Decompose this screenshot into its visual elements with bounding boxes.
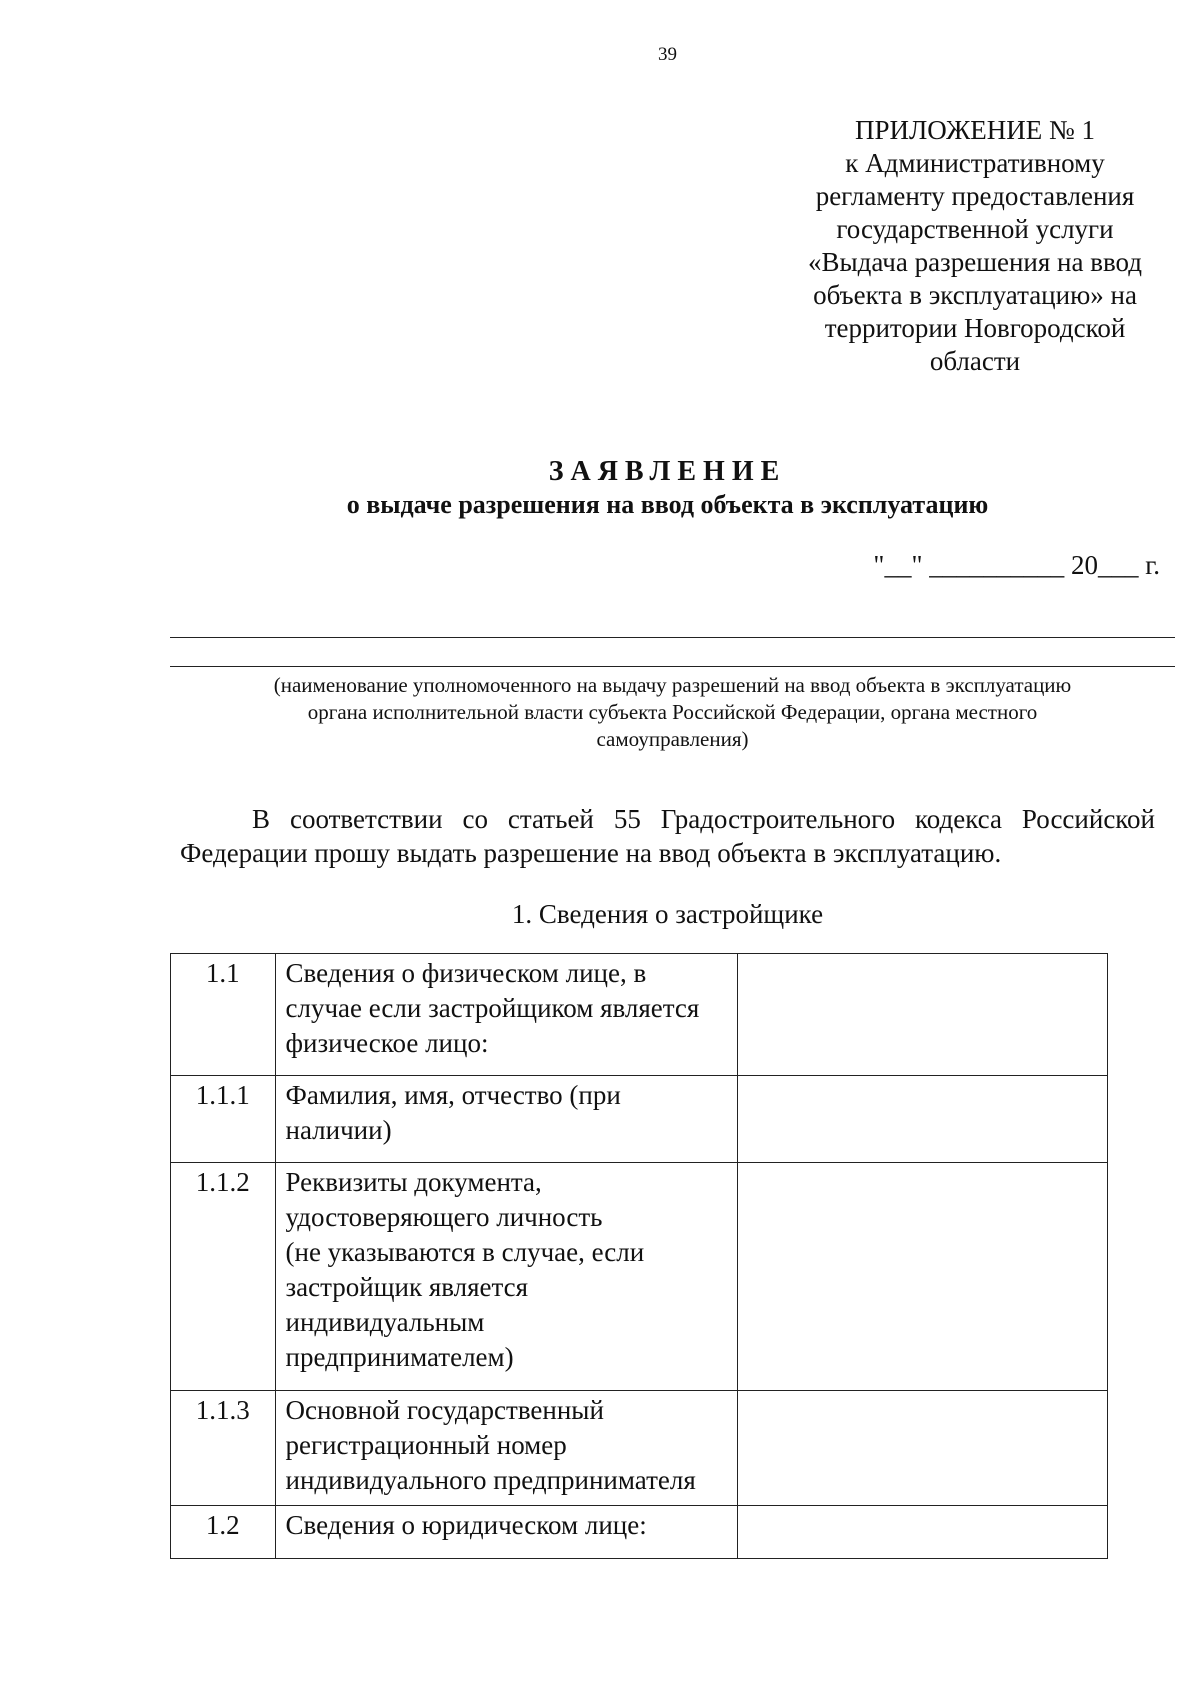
row-number: 1.1	[171, 954, 276, 1076]
description-line: индивидуальным	[285, 1307, 485, 1337]
row-value-cell[interactable]	[737, 1506, 1107, 1559]
row-description	[275, 1163, 737, 1391]
page-number: 39	[658, 44, 677, 65]
row-number: 1.2	[171, 1506, 276, 1559]
row-value-cell[interactable]	[737, 954, 1107, 1076]
table-row	[171, 1076, 1108, 1163]
row-description	[275, 1076, 737, 1163]
row-description	[275, 1391, 737, 1506]
caption-line: самоуправления)	[596, 727, 749, 751]
row-value-cell[interactable]	[737, 1163, 1107, 1391]
caption-line: органа исполнительной власти субъекта Российской Федерации, органа местного	[307, 700, 1038, 724]
description-line: наличии)	[285, 1115, 392, 1145]
row-value-cell[interactable]	[737, 1391, 1107, 1506]
description-line: застройщик является	[285, 1272, 529, 1302]
description-line: случае если застройщиком является	[285, 993, 700, 1023]
table-row	[171, 1163, 1108, 1391]
row-number: 1.1.3	[171, 1391, 276, 1506]
description-line: Фамилия, имя, отчество (при	[285, 1080, 621, 1110]
appendix-line: территории Новгородской	[824, 313, 1126, 343]
request-line: В соответствии со статьей 55 Градостроительного кодекса Российской	[252, 804, 1155, 834]
description-line: Сведения о юридическом лице:	[285, 1510, 647, 1540]
description-line: индивидуального предпринимателя	[285, 1465, 696, 1495]
description-line: удостоверяющего личность	[285, 1202, 603, 1232]
appendix-line: регламенту предоставления	[815, 181, 1135, 211]
authority-caption	[170, 672, 1175, 753]
description-line: Реквизиты документа,	[285, 1167, 542, 1197]
developer-info-table	[170, 953, 1108, 1559]
description-line: (не указываются в случае, если	[285, 1237, 645, 1267]
description-line: предпринимателем)	[285, 1342, 514, 1372]
appendix-reference	[765, 114, 1185, 378]
row-description	[275, 954, 737, 1076]
request-paragraph	[180, 802, 1155, 870]
description-line: физическое лицо:	[285, 1028, 489, 1058]
description-line: регистрационный номер	[285, 1430, 567, 1460]
request-line: Федерации прошу выдать разрешение на ввод объекта в эксплуатацию.	[180, 838, 1002, 868]
description-line: Сведения о физическом лице, в	[285, 958, 647, 988]
row-number: 1.1.1	[171, 1076, 276, 1163]
table-row	[171, 1391, 1108, 1506]
table-row	[171, 1506, 1108, 1559]
appendix-line: к Административному	[845, 148, 1105, 178]
appendix-line: объекта в эксплуатацию» на	[813, 280, 1137, 310]
appendix-line: государственной услуги	[836, 214, 1114, 244]
row-description	[275, 1506, 737, 1559]
caption-line: (наименование уполномоченного на выдачу разрешений на ввод объекта в эксплуатацию	[273, 673, 1072, 697]
description-line: Основной государственный	[285, 1395, 604, 1425]
appendix-line: ПРИЛОЖЕНИЕ № 1	[854, 115, 1096, 145]
section-heading: 1. Сведения о застройщике	[511, 899, 824, 929]
authority-blank-line	[170, 637, 1175, 638]
appendix-line: «Выдача разрешения на ввод	[807, 247, 1143, 277]
date-line: "__" __________ 20___ г.	[873, 550, 1160, 580]
row-value-cell[interactable]	[737, 1076, 1107, 1163]
appendix-line: области	[929, 346, 1021, 376]
document-title: ЗАЯВЛЕНИЕ	[548, 456, 787, 487]
authority-blank-line	[170, 666, 1175, 667]
row-number: 1.1.2	[171, 1163, 276, 1391]
table-row	[171, 954, 1108, 1076]
document-subtitle: о выдаче разрешения на ввод объекта в эксплуатацию	[346, 490, 989, 519]
